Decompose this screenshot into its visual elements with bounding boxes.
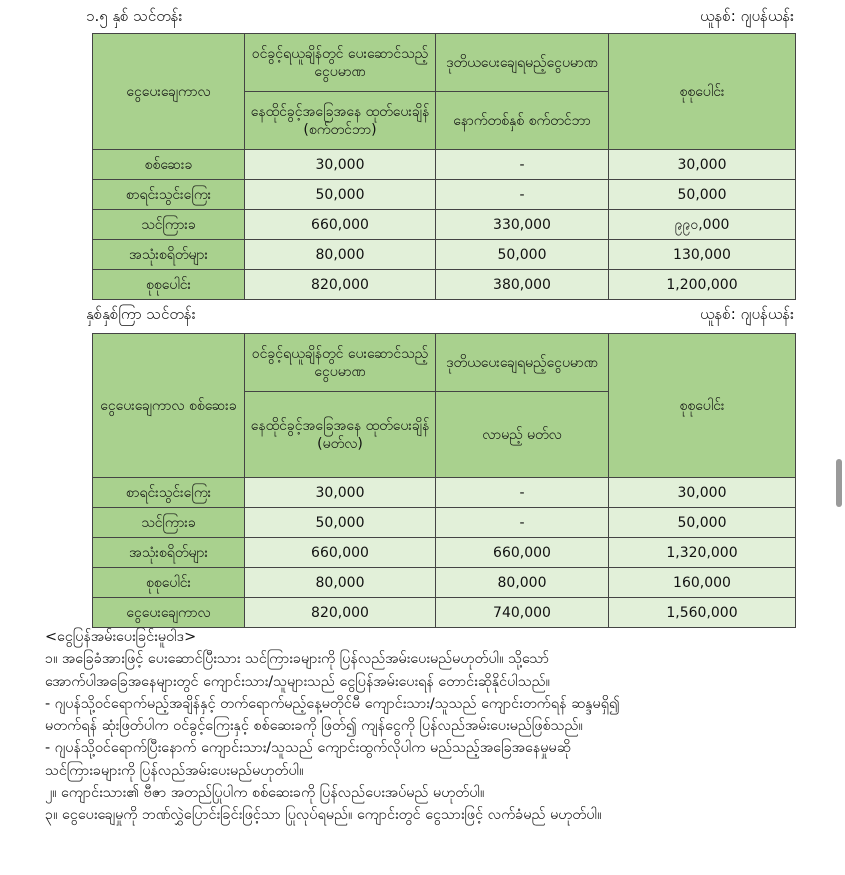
cell-entry: 50,000 — [245, 508, 436, 538]
cell-entry: 80,000 — [245, 568, 436, 598]
header-entry-payment: ဝင်ခွင့်ရယူချိန်တွင် ပေးဆောင်သည့်ငွေပမာဏ — [245, 34, 436, 92]
row-label: အသုံးစရိတ်များ — [93, 538, 245, 568]
header-second-subperiod: လာမည့် မတ်လ — [436, 392, 609, 478]
header-total: စုစုပေါင်း — [609, 34, 796, 150]
header-period: ငွေပေးချေကာလ စစ်ဆေးခ — [93, 334, 245, 478]
header-second-subperiod: နောက်တစ်နှစ် စက်တင်ဘာ — [436, 92, 609, 150]
table-row — [93, 150, 796, 180]
cell-second: 80,000 — [436, 568, 609, 598]
cell-total: 30,000 — [609, 478, 796, 508]
row-label: စာရင်းသွင်းကြေး — [93, 180, 245, 210]
table-row — [93, 180, 796, 210]
cell-total: 1,200,000 — [609, 270, 796, 300]
table2-caption — [86, 305, 794, 323]
row-label: အသုံးစရိတ်များ — [93, 240, 245, 270]
cell-second: 660,000 — [436, 538, 609, 568]
table-row — [93, 270, 796, 300]
cell-total: 130,000 — [609, 240, 796, 270]
cell-second: 50,000 — [436, 240, 609, 270]
cell-total: 160,000 — [609, 568, 796, 598]
policy-line: - ဂျပန်သို့ဝင်ရောက်မည့်အချိန်နှင့် တက်ရောက်မည့်နေ့မတိုင်မီ ကျောင်းသား/သူသည် ကျောင်းတက်ရန် ဆန္ဒမရှိ၍ — [45, 695, 620, 712]
fee-table-2 — [92, 333, 796, 628]
cell-total: 1,320,000 — [609, 538, 796, 568]
header-second-payment: ဒုတိယပေးချေရမည့်ငွေပမာဏ — [436, 334, 609, 392]
header-entry-subperiod: နေထိုင်ခွင့်အခြေအနေ ထုတ်ပေးချိန် (မတ်လ) — [245, 392, 436, 478]
policy-line: - ဂျပန်သို့ဝင်ရောက်ပြီးနောက် ကျောင်းသား/သူသည် ကျောင်းထွက်လိုပါက မည်သည့်အခြေအနေမှုမဆို — [45, 740, 571, 757]
row-label: ငွေပေးချေကာလ — [93, 598, 245, 628]
cell-second: - — [436, 478, 609, 508]
cell-entry: 30,000 — [245, 150, 436, 180]
refund-policy-heading: <ငွေပြန်အမ်းပေးခြင်းမူဝါဒ> — [45, 629, 197, 645]
table1-unit: ယူနစ်: ဂျပန်ယန်း — [700, 7, 794, 25]
policy-line: ၃။ ငွေပေးချေမှုကို ဘဏ်လွှဲပြောင်းခြင်းဖြင့်သာ ပြုလုပ်ရမည်။ ကျောင်းတွင် ငွေသားဖြင့် လက်ခံမည် မဟုတ်ပါ။ — [45, 807, 602, 824]
cell-second: - — [436, 150, 609, 180]
row-label: စုစုပေါင်း — [93, 270, 245, 300]
table-row — [93, 568, 796, 598]
cell-entry: 50,000 — [245, 180, 436, 210]
row-label: စုစုပေါင်း — [93, 568, 245, 598]
header-entry-payment: ဝင်ခွင့်ရယူချိန်တွင် ပေးဆောင်သည့်ငွေပမာဏ — [245, 334, 436, 392]
table-row — [93, 210, 796, 240]
table-row — [93, 240, 796, 270]
cell-entry: 80,000 — [245, 240, 436, 270]
table2-title: နှစ်နှစ်ကြာ သင်တန်း — [86, 305, 196, 323]
header-entry-subperiod: နေထိုင်ခွင့်အခြေအနေ ထုတ်ပေးချိန် (စက်တင်ဘာ) — [245, 92, 436, 150]
cell-entry: 30,000 — [245, 478, 436, 508]
policy-line: အောက်ပါအခြေအနေများတွင် ကျောင်းသား/သူများသည် ငွေပြန်အမ်းပေးရန် တောင်းဆိုနိုင်ပါသည်။ — [45, 673, 551, 690]
cell-total: ၉၉၀,000 — [609, 210, 796, 240]
policy-line: ၂။ ကျောင်းသား၏ ဗီဇာ အတည်ပြုပါက စစ်ဆေးခကို ပြန်လည်ပေးအပ်မည် မဟုတ်ပါ။ — [45, 785, 485, 802]
cell-total: 1,560,000 — [609, 598, 796, 628]
fee-table-1 — [92, 33, 796, 300]
cell-entry: 660,000 — [245, 210, 436, 240]
policy-line: သင်ကြားခများကို ပြန်လည်အမ်းပေးမည်မဟုတ်ပါ။ — [45, 762, 304, 779]
vertical-scrollbar-thumb[interactable] — [836, 459, 842, 507]
row-label: စစ်ဆေးခ — [93, 150, 245, 180]
cell-second: 330,000 — [436, 210, 609, 240]
cell-total: 50,000 — [609, 508, 796, 538]
table2-unit: ယူနစ်: ဂျပန်ယန်း — [700, 305, 794, 323]
cell-total: 50,000 — [609, 180, 796, 210]
cell-entry: 820,000 — [245, 270, 436, 300]
table-row — [93, 538, 796, 568]
cell-second: - — [436, 508, 609, 538]
header-second-payment: ဒုတိယပေးချေရမည့်ငွေပမာဏ — [436, 34, 609, 92]
cell-entry: 660,000 — [245, 538, 436, 568]
cell-second: - — [436, 180, 609, 210]
policy-line: မတက်ရန် ဆုံးဖြတ်ပါက ဝင်ခွင့်ကြေးနှင့် စစ်ဆေးခကို ဖြတ်၍ ကျန်ငွေကို ပြန်လည်အမ်းပေးမည်ဖြစ်သည်။ — [45, 718, 583, 735]
policy-line: ၁။ အခြေခံအားဖြင့် ပေးဆောင်ပြီးသား သင်ကြားခများကို ပြန်လည်အမ်းပေးမည်မဟုတ်ပါ။ သို့သော် — [45, 651, 550, 668]
table1-title: ၁.၅ နှစ် သင်တန်း — [86, 7, 183, 25]
row-label: သင်ကြားခ — [93, 210, 245, 240]
table-row — [93, 598, 796, 628]
row-label: စာရင်းသွင်းကြေး — [93, 478, 245, 508]
cell-total: 30,000 — [609, 150, 796, 180]
row-label: သင်ကြားခ — [93, 508, 245, 538]
cell-second: 740,000 — [436, 598, 609, 628]
cell-entry: 820,000 — [245, 598, 436, 628]
cell-second: 380,000 — [436, 270, 609, 300]
header-total: စုစုပေါင်း — [609, 334, 796, 478]
header-period: ငွေပေးချေကာလ — [93, 34, 245, 150]
table-row — [93, 508, 796, 538]
table1-caption — [86, 7, 794, 25]
refund-policy — [45, 626, 825, 827]
table-row — [93, 478, 796, 508]
